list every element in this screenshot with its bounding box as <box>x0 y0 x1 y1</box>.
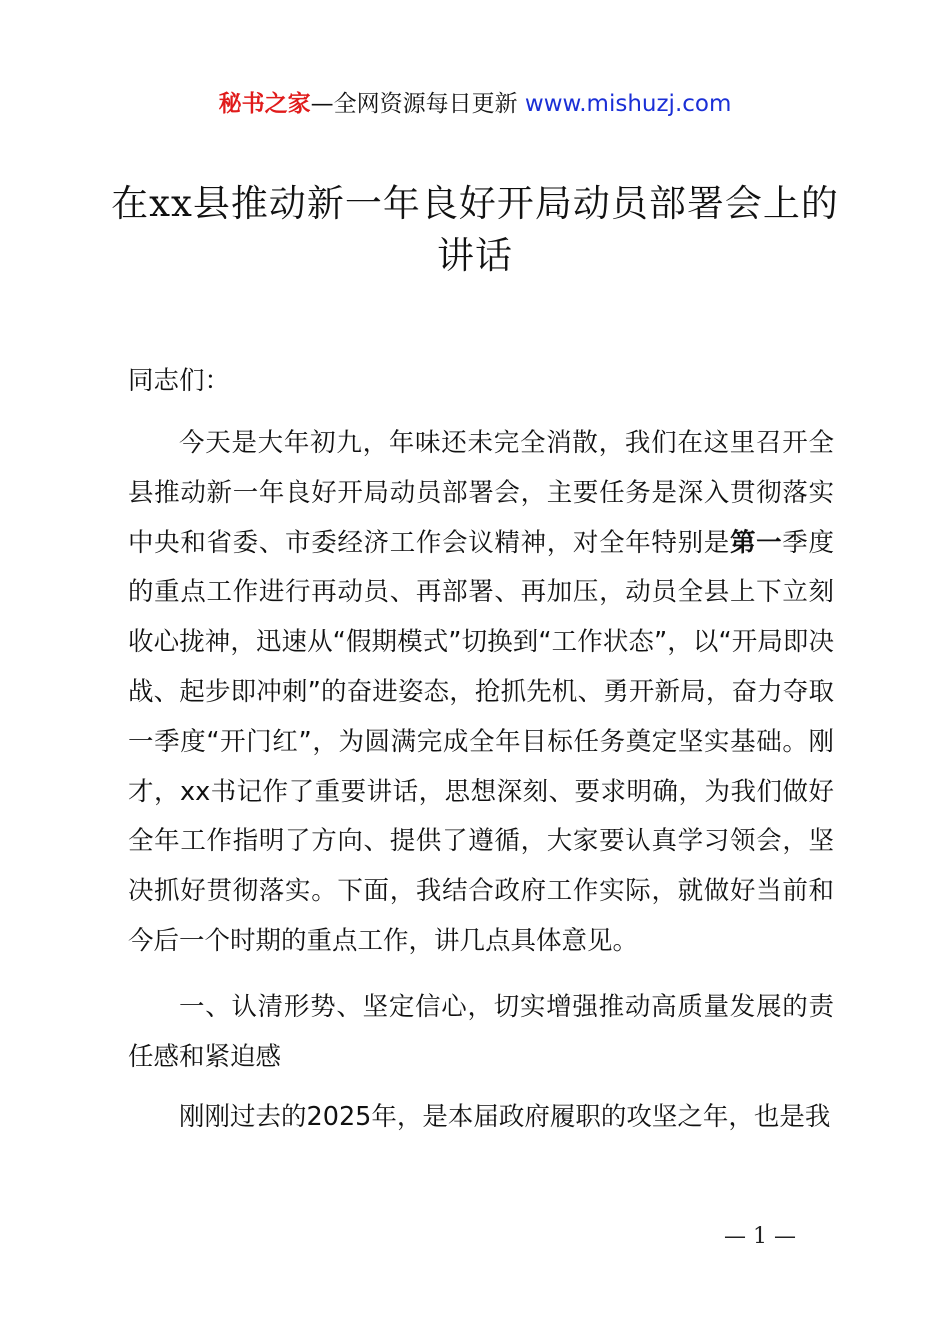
paragraph-intro-text-b: 季度的重点工作进行再动员、再部署、再加压，动员全县上下立刻收心拢神，迅速从“假期模式”切换到“工作状态”，以“开局即决战、起步即冲刺”的奋进姿态，抢抓先机、勇开新局，奋力夺取一季度“开门红”，为圆满完成全年目标任务奠定坚实基础。刚才，xx书记作了重要讲话，思想深刻、要求明确，为我们做好全年工作指明了方向、提供了遵循，大家要认真学习领会，坚决抓好贯彻落实。下面，我结合政府工作实际，就做好当前和今后一个时期的重点工作，讲几点具体意见。 <box>128 527 834 956</box>
paragraph-intro <box>128 419 834 967</box>
document-title: 在xx县推动新一年良好开局动员部署会上的讲话 <box>111 182 839 277</box>
page-number: — 1 — <box>724 1224 796 1249</box>
header-tagline: —全网资源每日更新 <box>310 91 525 117</box>
section-heading-1: 一、认清形势、坚定信心，切实增强推动高质量发展的责任感和紧迫感 <box>128 992 834 1072</box>
site-header <box>0 88 950 120</box>
paragraph-intro-text-a: 今天是大年初九，年味还未完全消散，我们在这里召开全县推动新一年良好开局动员部署会，主要任务是深入贯彻落实中央和省委、市委经济工作会议精神，对全年特别是 <box>128 428 834 558</box>
paragraph-intro-bold: 第一 <box>729 527 783 558</box>
paragraph-section-1: 刚刚过去的2025年，是本届政府履职的攻坚之年，也是我 <box>179 1102 831 1132</box>
brand-name: 秘书之家 <box>218 91 311 117</box>
salutation: 同志们： <box>128 366 231 396</box>
site-url-link[interactable]: www.mishuzj.com <box>524 91 732 117</box>
